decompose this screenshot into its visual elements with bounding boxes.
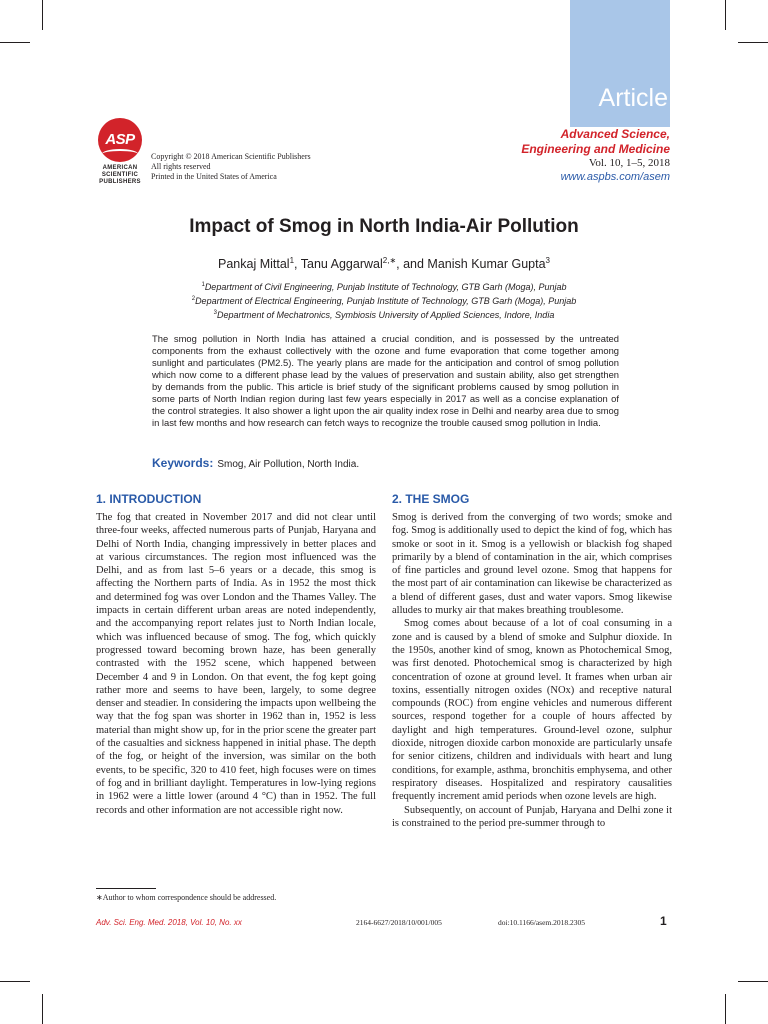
crop-mark — [725, 994, 726, 1024]
affiliation-num: 2 — [191, 296, 196, 302]
logo-swoosh-icon — [102, 149, 138, 159]
footnote: ∗Author to whom correspondence should be addressed. — [96, 893, 277, 902]
logo-caption — [96, 165, 144, 186]
journal-name-line2: Engineering and Medicine — [521, 142, 670, 156]
footer-citation: Adv. Sci. Eng. Med. 2018, Vol. 10, No. xx — [96, 918, 242, 927]
journal-volume: Vol. 10, 1–5, 2018 — [588, 157, 670, 169]
affiliation-text: Department of Civil Engineering, Punjab Institute of Technology, GTB Garh (Moga), Punjab — [204, 282, 567, 292]
author-list — [0, 256, 768, 271]
copyright-line1: Copyright © 2018 American Scientific Publishers — [151, 152, 311, 161]
affiliation — [0, 293, 768, 307]
paper-title: Impact of Smog in North India-Air Pollution — [189, 216, 579, 237]
publisher-logo — [96, 118, 144, 186]
copyright-line3: Printed in the United States of America — [151, 172, 277, 181]
paragraph: Subsequently, on account of Punjab, Haryana and Delhi zone it is constrained to the period pre-summer through to — [392, 804, 672, 829]
affiliation-text: Department of Electrical Engineering, Punjab Institute of Technology, GTB Garh (Moga), Punjab — [195, 296, 577, 306]
crop-mark — [725, 0, 726, 30]
journal-info — [521, 127, 670, 184]
article-type-label: Article — [598, 84, 668, 112]
crop-mark — [0, 42, 30, 43]
affiliation-text: Department of Mechatronics, Symbiosis University of Applied Sciences, Indore, India — [217, 310, 555, 320]
crop-mark — [738, 42, 768, 43]
logo-circle-icon — [98, 118, 142, 162]
page-number: 1 — [660, 914, 667, 928]
right-column — [392, 492, 672, 830]
author-separator: , and — [396, 257, 428, 272]
crop-mark — [42, 994, 43, 1024]
journal-name-line1: Advanced Science, — [560, 127, 670, 141]
keywords-list: Smog, Air Pollution, North India. — [217, 459, 360, 470]
copyright-line2: All rights reserved — [151, 162, 211, 171]
abstract: The smog pollution in North India has attained a crucial condition, and is possessed by the untreated components from the exhaust collectively with the ozone and fume evaporation that come together among sunlight and particulates (PM2.5). The yearly plans are made for the anticipation and control of smog pollution which now come to a different phase lead by the values of preservation and sustain ability, also get strengthen by demands from the public. This article is brief study of the significant problems caused by smog pollution in some parts of North Indian region during last few years especially in 2017 as well as a concise explanation of the control strategies. It also shower a light upon the air quality index rose in Delhi and nearby area due to smog in last few months and how research can fetch ways to recognize the trouble caused smog pollution in India. — [152, 333, 619, 428]
author-affil-mark: 2,∗ — [382, 256, 397, 265]
paragraph: The fog that created in November 2017 and did not clear until three-four weeks, affected numerous parts of Punjab, Haryana and Delhi of North India, changing impressively in better places and at various circumstances. The region most influenced was the Delhi, and as from last 5–6 years or a decade, this smog is affecting the Northern parts of India. As in 1952 the most thick and determined fog was over London and the Thames Valley. The impacts in certain different urban areas are noted independently, and the accompanying report relates just to North Indian locale, which was influenced because of smog. The fog, which quickly progressed toward becoming brown haze, has been generally contrasted with the 1952 scene, which happened between December 4 and 9 in London. On that event, the fog kept going rather more and seems to have been, largely, to some degree denser and steadier. In considering the impacts upon wellbeing the way that the fog span was shorter in 1962 than in, 1952 is less material than might show up, for in the prior scene the greater part of the casualties and sickness happened in initial phase. The depth of the fog, or height of the inversion, was similar on the both events, to be specific, 320 to 410 feet, high focuses were on times of fog and in brilliant daylight. Temperatures in low-lying regions in 1962 were a little lower (around 4 °C) than in 1952. The full records and other information are not accessible right now. — [96, 512, 376, 816]
copyright-notice — [151, 152, 311, 182]
logo-mark: ASP — [105, 131, 135, 148]
logo-caption-line3: PUBLISHERS — [99, 179, 141, 185]
author-affil-mark: 1 — [289, 256, 295, 265]
left-column — [96, 492, 376, 817]
author-separator: , — [294, 257, 301, 272]
footnote-rule — [96, 888, 156, 889]
crop-mark — [0, 981, 30, 982]
footer-doi[interactable]: doi:10.1166/asem.2018.2305 — [498, 918, 586, 927]
footer-issn: 2164-6627/2018/10/001/005 — [356, 918, 442, 927]
crop-mark — [738, 981, 768, 982]
author-name: Manish Kumar Gupta — [427, 257, 546, 272]
author-name: Pankaj Mittal — [218, 257, 290, 272]
affiliation — [0, 279, 768, 293]
section-heading-introduction: 1. INTRODUCTION — [96, 492, 202, 506]
affiliation-num: 3 — [213, 310, 217, 316]
paragraph: Smog comes about because of a lot of coal consuming in a zone and is caused by a blend of smoke and Sulphur dioxide. In the 1950s, another kind of smog, known as Photochemical Smog, was first denoted. Photochemical smog is characterized by high concentration of ozone at ground level. It frames when urban air toxins, essentially nitrogen oxides (NOx) and receptive natural compounds (ROC) from engine vehicles and numerous different sources, respond together for a couple of hours affected by daylight and high temperatures. Ground-level ozone, sulphur dioxide, nitrogen dioxide carbon monoxide are particularly unsafe for senior citizens, children and individuals with heart and lung conditions, for example, asthma, bronchitis emphysema, and other respiratory diseases. Hospitalized and respiratory causalities frequently increment amid periods when ozone levels are high. — [392, 618, 672, 803]
keywords-label: Keywords: — [152, 456, 214, 470]
author-name: Tanu Aggarwal — [300, 257, 383, 272]
affiliation-list — [0, 279, 768, 321]
author-affil-mark: 3 — [545, 256, 550, 265]
logo-caption-line2: SCIENTIFIC — [101, 172, 139, 178]
keywords — [152, 456, 359, 470]
section-heading-smog: 2. THE SMOG — [392, 492, 470, 506]
crop-mark — [42, 0, 43, 30]
logo-caption-line1: AMERICAN — [102, 165, 138, 171]
affiliation-num: 1 — [201, 282, 205, 288]
journal-url[interactable]: www.aspbs.com/asem — [560, 171, 670, 183]
paragraph: Smog is derived from the converging of two words; smoke and fog. Smog is additionally used to depict the kind of fog, which has smoke or soot in it. Smog is a yellowish or blackish fog shaped primarily by a blend of contamination in the air, which comprises of fine particles and ground level ozone. Smog that happens for the most part of air contamination can likewise be characterized as a blend of different gases, dust and water vapors. Smog likewise alludes to murky air that makes breathing troublesome. — [392, 512, 672, 617]
affiliation — [0, 307, 768, 321]
